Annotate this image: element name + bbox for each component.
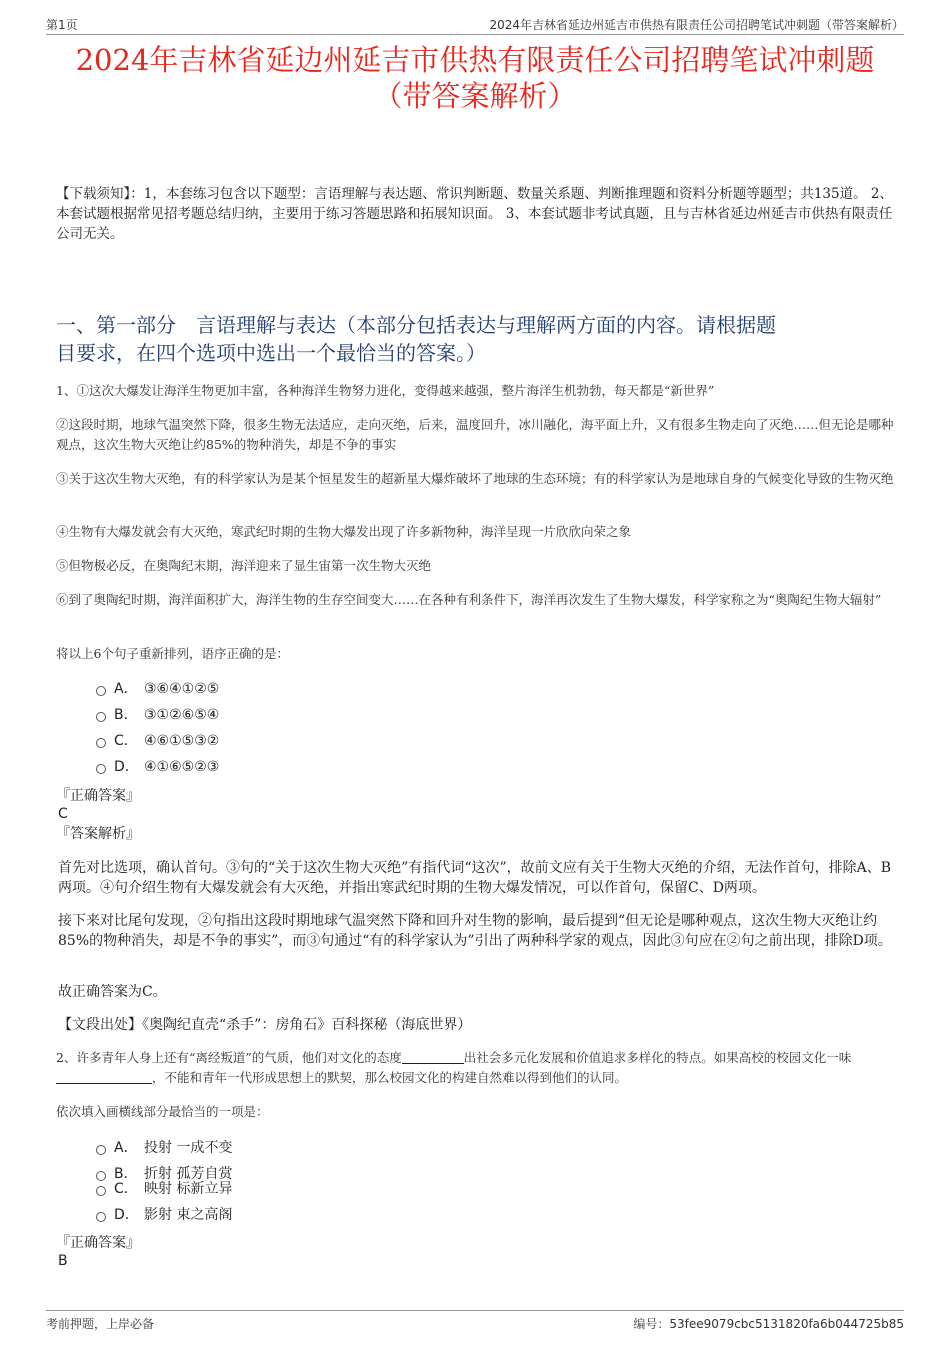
q1-option-a[interactable]: A． ③⑥④①②⑤ (96, 679, 219, 699)
q1-analysis-1: 首先对比选项，确认首句。③句的“关于这次生物大灭绝”有指代词“这次”，故前文应有关于生物大灭绝的介绍，无法作首句，排除A、B两项。④句介绍生物有大爆发就会有大灭绝，并指出寒武纪时期的生物大爆发情况，可以作首句，保留C、D两项。 (58, 860, 892, 896)
q1-analysis-3: 故正确答案为C。 (58, 984, 167, 1000)
q1-answer: C (58, 806, 68, 822)
q2-answer: B (58, 1253, 68, 1269)
q2-option-a[interactable]: A． 投射 一成不变 (96, 1138, 232, 1158)
q1-sentence-1: 1、①这次大爆发让海洋生物更加丰富，各种海洋生物努力进化，变得越来越强，整片海洋生机勃勃，每天都是“新世界” (56, 383, 715, 398)
page-footer (46, 1310, 904, 1335)
q1-option-c[interactable]: C． ④⑥①⑤③② (96, 731, 219, 751)
radio-icon[interactable] (96, 712, 106, 722)
q2-stem: 2、许多青年人身上还有“离经叛道”的气质，他们对文化的态度 出社会多元化发展和价值追求多样化的特点。如果高校的校园文化一味，不能和青年一代形成思想上的默契，那么校园文化的构建自然难以得到他们的认同。 (56, 1050, 852, 1085)
header-doc-title: 2024年吉林省延边州延吉市供热有限责任公司招聘笔试冲刺题（带答案解析） (489, 18, 904, 32)
q1-sentence-2: ②这段时期，地球气温突然下降，很多生物无法适应，走向灭绝，后来，温度回升，冰川融化，海平面上升，又有很多生物走向了灭绝……但无论是哪种观点，这次生物大灭绝让约85%的物种消失，却是不争的事实 (56, 417, 894, 452)
section-heading-line-1: 一、第一部分 言语理解与表达（本部分包括表达与理解两方面的内容。请根据题 (56, 313, 776, 337)
q2-option-b[interactable]: B． 折射 孤芳自赏 (96, 1164, 232, 1184)
q1-option-d[interactable]: D． ④①⑥⑤②③ (96, 757, 219, 777)
q1-sentence-3: ③关于这次生物大灭绝，有的科学家认为是某个恒星发生的超新星大爆炸破坏了地球的生态环境；有的科学家认为是地球自身的气候变化导致的生物灭绝 (56, 471, 894, 486)
download-notice: 【下载须知】：1，本套练习包含以下题型：言语理解与表达题、常识判断题、数量关系题、判断推理题和资料分析题等题型；共135道。 2、本套试题根据常见招考题总结归纳，主要用于练习答题思路和拓展知识面。 3、本套试题非考试真题，且与吉林省延边州延吉市供热有限责任公司无关。 (56, 186, 893, 242)
q2-prompt: 依次填入画横线部分最恰当的一项是： (56, 1104, 269, 1119)
q2-blank-2 (56, 1069, 152, 1084)
title-line-2: （带答案解析） (373, 79, 577, 113)
document-title (40, 42, 910, 114)
page-header (46, 14, 904, 35)
footer-slogan: 考前押题，上岸必备 (46, 1317, 155, 1331)
q1-analysis-2: 接下来对比尾句发现，②句指出这段时期地球气温突然下降和回升对生物的影响，最后提到“但无论是哪种观点，这次生物大灭绝让约85%的物种消失，却是不争的事实”，而③句通过“有的科学家认为”引出了两种科学家的观点，因此③句应在②句之前出现，排除D项。 (58, 913, 892, 949)
radio-icon[interactable] (96, 1186, 106, 1196)
q1-answer-label: 『正确答案』 (56, 788, 140, 804)
q1-source: 【文段出处】《奥陶纪直壳“杀手”：房角石》百科探秘（海底世界） (58, 1017, 472, 1033)
footer-serial: 编号：53fee9079cbc5131820fa6b044725b85 (633, 1317, 904, 1331)
q1-sentence-5: ⑤但物极必反，在奥陶纪末期，海洋迎来了显生宙第一次生物大灭绝 (56, 558, 432, 573)
q2-option-c[interactable]: C． 映射 标新立异 (96, 1179, 232, 1199)
radio-icon[interactable] (96, 764, 106, 774)
radio-icon[interactable] (96, 1212, 106, 1222)
radio-icon[interactable] (96, 686, 106, 696)
q1-option-b[interactable]: B． ③①②⑥⑤④ (96, 705, 219, 725)
q1-sentence-4: ④生物有大爆发就会有大灭绝，寒武纪时期的生物大爆发出现了许多新物种，海洋呈现一片欣欣向荣之象 (56, 524, 632, 539)
q2-option-d[interactable]: D． 影射 束之高阁 (96, 1205, 232, 1225)
title-line-1: 2024年吉林省延边州延吉市供热有限责任公司招聘笔试冲刺题 (75, 43, 875, 77)
q1-analysis-label: 『答案解析』 (56, 826, 140, 842)
radio-icon[interactable] (96, 738, 106, 748)
radio-icon[interactable] (96, 1145, 106, 1155)
page-number: 第1页 (46, 18, 78, 32)
q2-answer-label: 『正确答案』 (56, 1235, 140, 1251)
section-heading (56, 311, 896, 367)
q1-prompt: 将以上6个句子重新排列，语序正确的是： (56, 646, 289, 661)
section-heading-line-2: 目要求，在四个选项中选出一个最恰当的答案。） (56, 341, 486, 365)
q2-blank-1 (402, 1049, 464, 1064)
q1-sentence-6: ⑥到了奥陶纪时期，海洋面积扩大，海洋生物的生存空间变大……在各种有利条件下，海洋再次发生了生物大爆发，科学家称之为“奥陶纪生物大辐射” (56, 592, 882, 607)
